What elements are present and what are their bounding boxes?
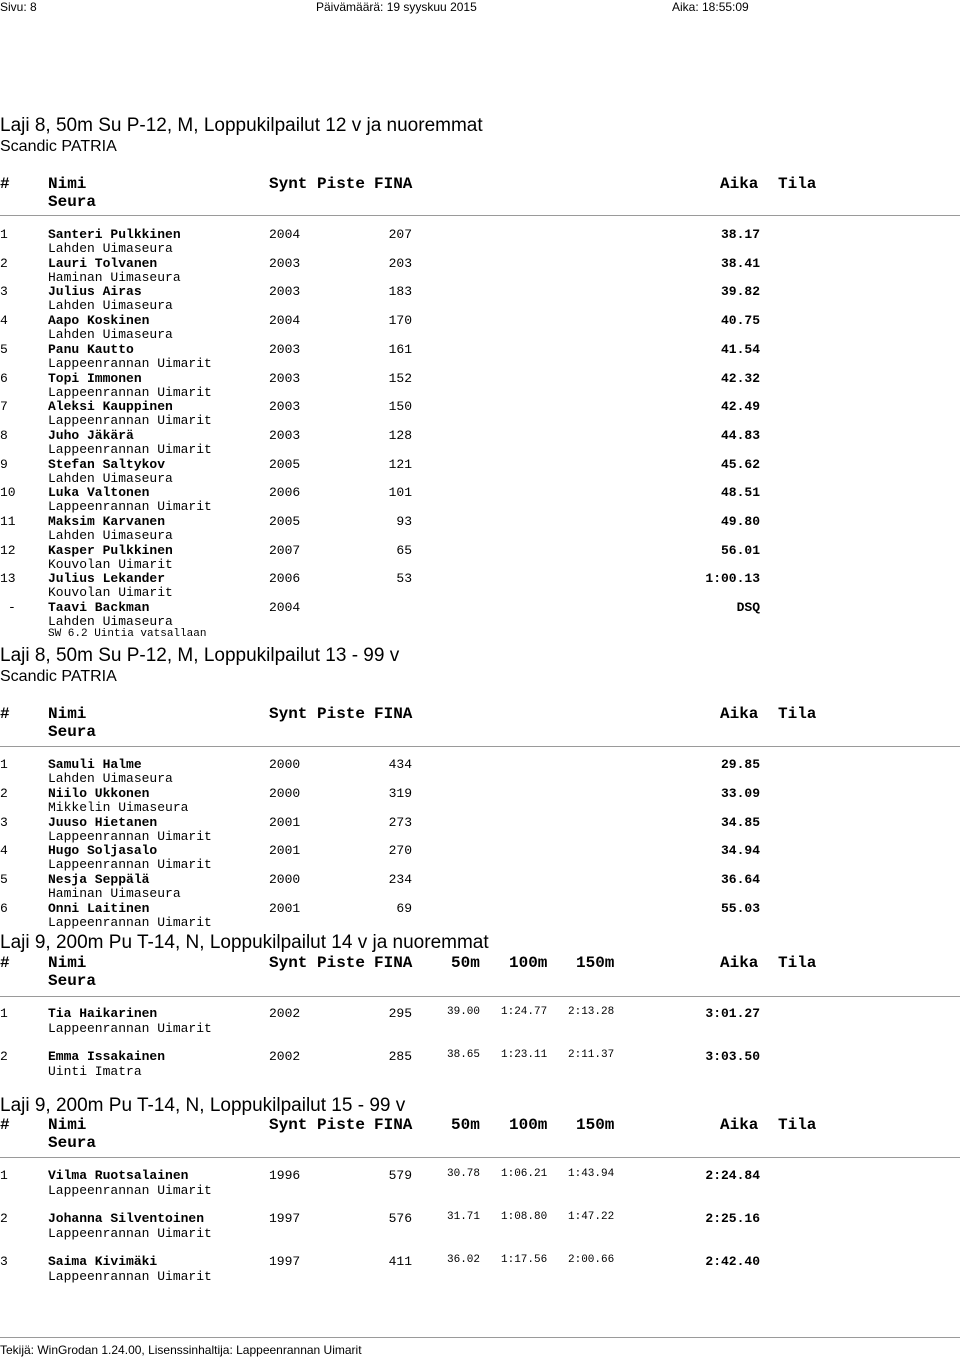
birth-year: 2003 [269,284,301,299]
col-aika: Aika [720,1116,759,1134]
birth-year: 2003 [269,428,301,443]
club-name: Lappeenrannan Uimarit [48,385,212,400]
split-150m: 2:11.37 [568,1049,615,1061]
col-piste: Piste [317,954,366,972]
fina-points: 183 [388,284,412,299]
birth-year: 2004 [269,313,301,328]
final-time: 2:42.40 [705,1254,760,1269]
club-name: Kouvolan Uimarit [48,557,173,572]
col-aika: Aika [720,954,759,972]
footer-credit: Tekijä: WinGrodan 1.24.00, Lisenssinhaltija: Lappeenrannan Uimarit [0,1343,362,1357]
rank: - [8,600,16,615]
swimmer-name: Maksim Karvanen [48,514,166,529]
split-100m: 1:06.21 [501,1168,548,1180]
fina-points: 170 [388,313,412,328]
birth-year: 2000 [269,872,301,887]
swimmer-name: Aleksi Kauppinen [48,399,173,414]
swimmer-name: Lauri Tolvanen [48,256,158,271]
fina-points: 203 [388,256,412,271]
rank: 4 [0,843,8,858]
split-100m: 1:24.77 [501,1006,548,1018]
col-split-100: 100m [509,954,548,972]
swimmer-name: Vilma Ruotsalainen [48,1168,189,1183]
col-synt: Synt [269,175,308,193]
final-time: 3:01.27 [705,1006,760,1021]
fina-points: 579 [388,1168,412,1183]
swimmer-name: Kasper Pulkkinen [48,543,173,558]
final-time: 39.82 [720,284,760,299]
birth-year: 2002 [269,1006,301,1021]
club-name: Lappeenrannan Uimarit [48,857,212,872]
club-name: Lappeenrannan Uimarit [48,1021,212,1036]
fina-points: 101 [388,485,412,500]
split-150m: 1:47.22 [568,1211,615,1223]
fina-points: 69 [396,901,412,916]
col-fina: FINA [374,175,413,193]
rank: 11 [0,514,16,529]
club-name: Lappeenrannan Uimarit [48,442,212,457]
final-time: 41.54 [720,342,760,357]
report-time: Aika: 18:55:09 [672,0,749,14]
final-time: 44.83 [720,428,760,443]
birth-year: 2003 [269,371,301,386]
rank: 1 [0,1006,8,1021]
divider [0,1157,960,1158]
fina-points: 93 [396,514,412,529]
birth-year: 2003 [269,342,301,357]
rank: 1 [0,227,8,242]
fina-points: 270 [388,843,412,858]
rank: 9 [0,457,8,472]
fina-points: 576 [388,1211,412,1226]
final-time: 2:25.16 [705,1211,760,1226]
club-name: Kouvolan Uimarit [48,585,173,600]
fina-points: 152 [388,371,412,386]
split-50m: 39.00 [447,1006,481,1018]
club-name: Lahden Uimaseura [48,471,173,486]
col-name: Nimi [48,954,87,972]
birth-year: 1997 [269,1254,301,1269]
final-time: 33.09 [720,786,760,801]
final-time: 38.41 [720,256,760,271]
swimmer-name: Samuli Halme [48,757,142,772]
rank: 4 [0,313,8,328]
col-tila: Tila [778,1116,817,1134]
col-aika: Aika [720,705,759,723]
dsq-reason: SW 6.2 Uintia vatsallaan [48,628,207,640]
fina-points: 128 [388,428,412,443]
col-split-50: 50m [451,1116,480,1134]
split-100m: 1:23.11 [501,1049,548,1061]
footer-divider [0,1337,960,1338]
birth-year: 2001 [269,815,301,830]
final-time: 38.17 [720,227,760,242]
final-time: 42.32 [720,371,760,386]
rank: 3 [0,815,8,830]
birth-year: 2006 [269,485,301,500]
col-club: Seura [48,1134,97,1152]
swimmer-name: Topi Immonen [48,371,142,386]
club-name: Haminan Uimaseura [48,886,181,901]
divider [0,996,960,997]
event-title: Laji 8, 50m Su P-12, M, Loppukilpailut 12 v ja nuoremmat [0,115,483,136]
split-50m: 30.78 [447,1168,481,1180]
club-name: Uinti Imatra [48,1064,142,1079]
col-split-150: 150m [576,954,615,972]
event-sponsor: Scandic PATRIA [0,138,117,155]
swimmer-name: Julius Lekander [48,571,166,586]
fina-points: 411 [388,1254,412,1269]
col-rank: # [0,175,10,193]
event-title: Laji 8, 50m Su P-12, M, Loppukilpailut 13 - 99 v [0,645,400,666]
col-synt: Synt [269,705,308,723]
fina-points: 150 [388,399,412,414]
rank: 6 [0,901,8,916]
club-name: Lahden Uimaseura [48,327,173,342]
birth-year: 2005 [269,514,301,529]
final-time: 40.75 [720,313,760,328]
final-time: 1:00.13 [705,571,760,586]
rank: 5 [0,872,8,887]
swimmer-name: Hugo Soljasalo [48,843,158,858]
final-time: 42.49 [720,399,760,414]
col-rank: # [0,705,10,723]
fina-points: 53 [396,571,412,586]
birth-year: 1996 [269,1168,301,1183]
split-150m: 2:00.66 [568,1254,615,1266]
rank: 2 [0,1211,8,1226]
fina-points: 319 [388,786,412,801]
birth-year: 2004 [269,227,301,242]
club-name: Lappeenrannan Uimarit [48,829,212,844]
page-number: Sivu: 8 [0,0,37,14]
final-time: 45.62 [720,457,760,472]
col-name: Nimi [48,175,87,193]
club-name: Lappeenrannan Uimarit [48,413,212,428]
col-club: Seura [48,972,97,990]
club-name: Lahden Uimaseura [48,298,173,313]
col-synt: Synt [269,954,308,972]
col-piste: Piste [317,1116,366,1134]
rank: 2 [0,256,8,271]
event-title: Laji 9, 200m Pu T-14, N, Loppukilpailut 14 v ja nuoremmat [0,932,489,953]
final-time: 48.51 [720,485,760,500]
birth-year: 2000 [269,757,301,772]
club-name: Lahden Uimaseura [48,528,173,543]
fina-points: 285 [388,1049,412,1064]
col-split-100: 100m [509,1116,548,1134]
birth-year: 2001 [269,843,301,858]
birth-year: 1997 [269,1211,301,1226]
report-date: Päivämäärä: 19 syyskuu 2015 [316,0,477,14]
swimmer-name: Juuso Hietanen [48,815,158,830]
club-name: Lahden Uimaseura [48,241,173,256]
split-50m: 36.02 [447,1254,481,1266]
rank: 13 [0,571,16,586]
split-50m: 31.71 [447,1211,481,1223]
col-rank: # [0,954,10,972]
col-name: Nimi [48,705,87,723]
fina-points: 434 [388,757,412,772]
divider [0,215,960,216]
event-sponsor: Scandic PATRIA [0,668,117,685]
final-time: 29.85 [720,757,760,772]
rank: 10 [0,485,16,500]
col-rank: # [0,1116,10,1134]
col-synt: Synt [269,1116,308,1134]
birth-year: 2004 [269,600,301,615]
rank: 8 [0,428,8,443]
birth-year: 2003 [269,256,301,271]
club-name: Lappeenrannan Uimarit [48,499,212,514]
col-club: Seura [48,723,97,741]
col-tila: Tila [778,175,817,193]
col-tila: Tila [778,954,817,972]
col-split-150: 150m [576,1116,615,1134]
rank: 6 [0,371,8,386]
col-name: Nimi [48,1116,87,1134]
rank: 1 [0,757,8,772]
fina-points: 295 [388,1006,412,1021]
col-piste: Piste [317,175,366,193]
birth-year: 2005 [269,457,301,472]
swimmer-name: Luka Valtonen [48,485,150,500]
fina-points: 65 [396,543,412,558]
event-title: Laji 9, 200m Pu T-14, N, Loppukilpailut 15 - 99 v [0,1095,406,1116]
birth-year: 2000 [269,786,301,801]
split-150m: 2:13.28 [568,1006,615,1018]
divider [0,746,960,747]
club-name: Mikkelin Uimaseura [48,800,189,815]
swimmer-name: Panu Kautto [48,342,134,357]
club-name: Lahden Uimaseura [48,771,173,786]
swimmer-name: Onni Laitinen [48,901,150,916]
col-fina: FINA [374,954,413,972]
rank: 1 [0,1168,8,1183]
club-name: Lahden Uimaseura [48,614,173,629]
final-time: 49.80 [720,514,760,529]
club-name: Lappeenrannan Uimarit [48,356,212,371]
swimmer-name: Stefan Saltykov [48,457,166,472]
club-name: Lappeenrannan Uimarit [48,1183,212,1198]
birth-year: 2003 [269,399,301,414]
col-piste: Piste [317,705,366,723]
rank: 5 [0,342,8,357]
swimmer-name: Aapo Koskinen [48,313,150,328]
swimmer-name: Juho Jäkärä [48,428,134,443]
rank: 2 [0,1049,8,1064]
fina-points: 273 [388,815,412,830]
swimmer-name: Santeri Pulkkinen [48,227,181,242]
rank: 7 [0,399,8,414]
rank: 12 [0,543,16,558]
club-name: Lappeenrannan Uimarit [48,915,212,930]
final-time: 34.85 [720,815,760,830]
birth-year: 2001 [269,901,301,916]
club-name: Haminan Uimaseura [48,270,181,285]
swimmer-name: Julius Airas [48,284,142,299]
fina-points: 161 [388,342,412,357]
rank: 3 [0,284,8,299]
split-100m: 1:08.80 [501,1211,548,1223]
col-tila: Tila [778,705,817,723]
swimmer-name: Johanna Silventoinen [48,1211,205,1226]
club-name: Lappeenrannan Uimarit [48,1226,212,1241]
col-aika: Aika [720,175,759,193]
fina-points: 207 [388,227,412,242]
final-time: 56.01 [720,543,760,558]
final-time: 55.03 [720,901,760,916]
swimmer-name: Taavi Backman [48,600,150,615]
fina-points: 121 [388,457,412,472]
birth-year: 2002 [269,1049,301,1064]
rank: 2 [0,786,8,801]
col-fina: FINA [374,705,413,723]
final-time: 3:03.50 [705,1049,760,1064]
swimmer-name: Emma Issakainen [48,1049,166,1064]
split-100m: 1:17.56 [501,1254,548,1266]
col-split-50: 50m [451,954,480,972]
birth-year: 2007 [269,543,301,558]
swimmer-name: Saima Kivimäki [48,1254,158,1269]
final-time: 36.64 [720,872,760,887]
final-time: 2:24.84 [705,1168,760,1183]
final-time: 34.94 [720,843,760,858]
split-150m: 1:43.94 [568,1168,615,1180]
club-name: Lappeenrannan Uimarit [48,1269,212,1284]
rank: 3 [0,1254,8,1269]
split-50m: 38.65 [447,1049,481,1061]
final-time: DSQ [736,600,760,615]
swimmer-name: Niilo Ukkonen [48,786,150,801]
col-club: Seura [48,193,97,211]
fina-points: 234 [388,872,412,887]
swimmer-name: Nesja Seppälä [48,872,150,887]
col-fina: FINA [374,1116,413,1134]
birth-year: 2006 [269,571,301,586]
swimmer-name: Tia Haikarinen [48,1006,158,1021]
